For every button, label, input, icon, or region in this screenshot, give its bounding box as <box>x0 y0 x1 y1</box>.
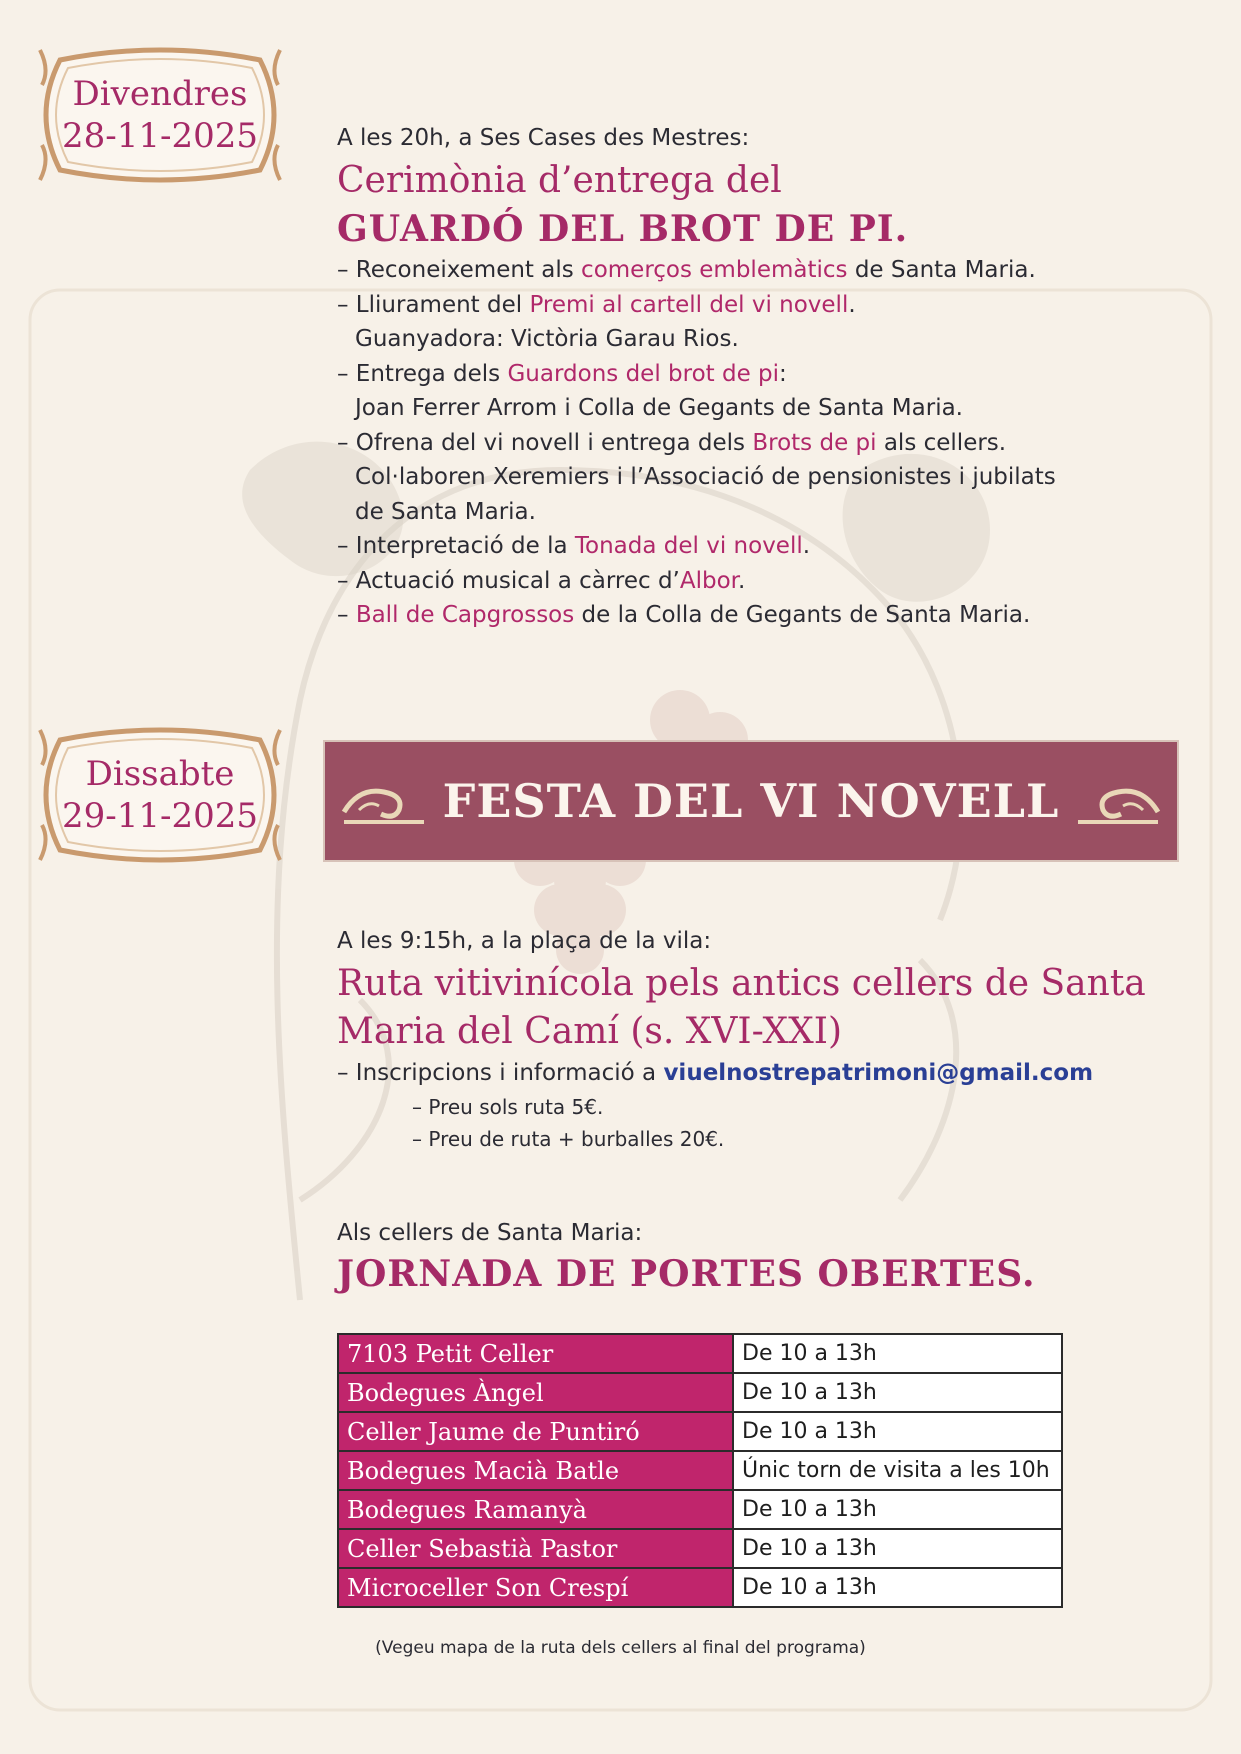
activity-item <box>337 529 1056 564</box>
celler-name: Microceller Son Crespí <box>338 1568 733 1607</box>
activity-text: de Santa Maria. <box>847 257 1036 283</box>
celler-name: Bodegues Àngel <box>338 1373 733 1412</box>
activity-highlight: Tonada del vi novell <box>574 533 803 559</box>
table-row <box>338 1568 1062 1607</box>
activity-text: – Ofrena del vi novell i entrega dels <box>337 429 753 456</box>
date-day: Divendres <box>72 74 248 114</box>
celler-name: 7103 Petit Celler <box>338 1334 733 1373</box>
activity-item <box>337 288 1056 323</box>
price-route-only: – Preu sols ruta 5€. <box>412 1094 604 1119</box>
celler-hours: De 10 a 13h <box>733 1568 1062 1607</box>
festa-banner <box>323 740 1179 862</box>
cellers-table <box>337 1333 1063 1608</box>
celler-hours: De 10 a 13h <box>733 1490 1062 1529</box>
activity-text: . <box>848 291 856 318</box>
friday-activity-list <box>337 253 1056 633</box>
email-link[interactable]: viuelnostrepatrimoni@gmail.com <box>663 1060 1094 1086</box>
friday-section <box>337 125 1056 633</box>
celler-name: Bodegues Ramanyà <box>338 1490 733 1529</box>
activity-item <box>337 357 1056 392</box>
activity-item <box>337 426 1056 461</box>
activity-highlight: comerços emblemàtics <box>581 257 848 283</box>
activity-text: – Entrega dels <box>337 360 508 387</box>
price-route-bubbles: – Preu de ruta + burballes 20€. <box>412 1126 725 1151</box>
date-value: 29-11-2025 <box>61 796 259 836</box>
activity-text: . <box>802 533 811 559</box>
celler-name: Celler Jaume de Puntiró <box>338 1412 733 1451</box>
activity-text: . <box>738 567 746 594</box>
activity-text: als cellers. <box>876 429 1007 456</box>
date-value: 28-11-2025 <box>61 116 259 156</box>
open-doors-intro: Als cellers de Santa Maria: <box>337 1220 643 1246</box>
table-row <box>338 1529 1062 1568</box>
friday-intro: A les 20h, a Ses Cases des Mestres: <box>337 125 750 151</box>
celler-hours: De 10 a 13h <box>733 1412 1062 1451</box>
table-row <box>338 1490 1062 1529</box>
activity-detail: Joan Ferrer Arrom i Colla de Gegants de Santa Maria. <box>355 395 963 421</box>
activity-text: – Interpretació de la <box>337 533 575 559</box>
activity-detail: de Santa Maria. <box>355 498 536 525</box>
banner-title: FESTA DEL VI NOVELL <box>442 774 1060 828</box>
activity-highlight: Albor <box>679 567 738 594</box>
route-title-line2: Maria del Camí (s. XVI-XXI) <box>337 1011 843 1052</box>
activity-text: de la Colla de Gegants de Santa Maria. <box>574 602 1031 628</box>
activity-text: – <box>337 602 356 628</box>
route-intro: A les 9:15h, a la plaça de la vila: <box>337 928 712 954</box>
inscriptions-line <box>337 1056 1146 1091</box>
celler-name: Celler Sebastià Pastor <box>338 1529 733 1568</box>
date-day: Dissabte <box>85 754 235 794</box>
celler-hours: De 10 a 13h <box>733 1373 1062 1412</box>
activity-item <box>337 598 1056 633</box>
activity-text: : <box>779 360 787 387</box>
activity-text: – Lliurament del <box>337 291 530 318</box>
table-row <box>338 1451 1062 1490</box>
activity-highlight: Ball de Capgrossos <box>355 602 575 628</box>
table-row <box>338 1412 1062 1451</box>
open-doors-title: JORNADA DE PORTES OBERTES. <box>337 1253 1036 1295</box>
route-title-line1: Ruta vitivinícola pels antics cellers de Santa <box>337 963 1146 1004</box>
activity-detail: Guanyadora: Victòria Garau Rios. <box>355 326 739 352</box>
celler-hours: Únic torn de visita a les 10h <box>733 1451 1062 1490</box>
date-cartouche-saturday <box>30 720 290 870</box>
activity-text: – Actuació musical a càrrec d’ <box>337 567 680 594</box>
activity-text: – Reconeixement als <box>337 257 582 283</box>
table-row <box>338 1334 1062 1373</box>
activity-highlight: Brots de pi <box>752 429 877 456</box>
map-note: (Vegeu mapa de la ruta dels cellers al final del programa) <box>375 1638 866 1658</box>
activity-item <box>337 564 1056 599</box>
celler-hours: De 10 a 13h <box>733 1334 1062 1373</box>
friday-title-line1: Cerimònia d’entrega del <box>337 160 782 201</box>
activity-highlight: Guardons del brot de pi <box>507 360 780 387</box>
open-doors-section <box>337 1220 1036 1298</box>
celler-hours: De 10 a 13h <box>733 1529 1062 1568</box>
activity-item <box>337 253 1056 288</box>
ornament-right-icon <box>1073 782 1163 828</box>
friday-title-line2: GUARDÓ DEL BROT DE PI. <box>337 208 909 250</box>
activity-highlight: Premi al cartell del vi novell <box>529 291 849 318</box>
route-section <box>337 928 1146 1155</box>
inscriptions-label: – Inscripcions i informació a <box>337 1060 664 1086</box>
activity-detail: Col·laboren Xeremiers i l’Associació de pensionistes i jubilats <box>355 464 1056 490</box>
table-row <box>338 1373 1062 1412</box>
celler-name: Bodegues Macià Batle <box>338 1451 733 1490</box>
date-cartouche-friday <box>30 40 290 190</box>
